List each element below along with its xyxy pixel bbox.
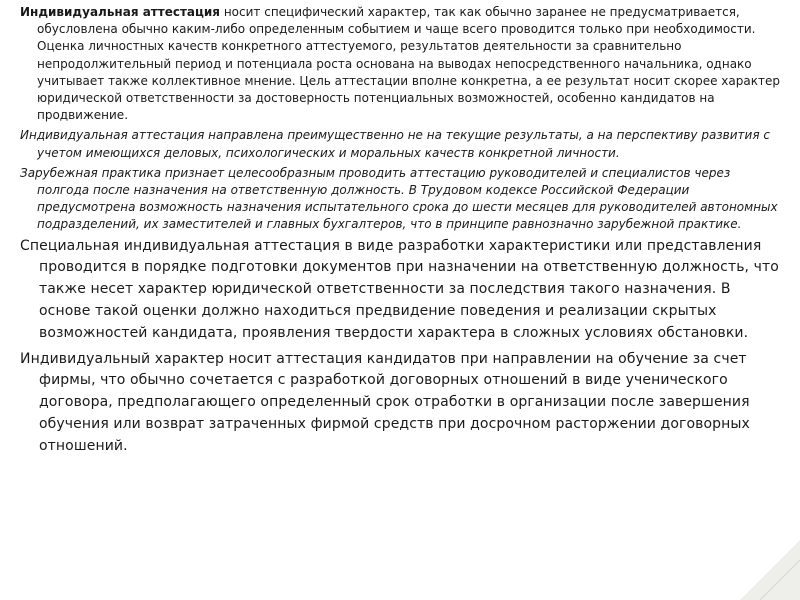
paragraph-text: Индивидуальный характер носит аттестация кандидатов при направлении на обучение за счет фирмы, что обычно сочетается с разработкой договорных отношений в виде ученического договора, предполагающего определенный срок отработки в организации после завершения обучения или возврат затраченных фирмой средств при досрочном расторжении договорных отношений. (20, 350, 750, 454)
corner-triangle (740, 540, 800, 600)
slide-content (20, 4, 786, 458)
paragraph-text: Зарубежная практика признает целесообразным проводить аттестацию руководителей и специалистов через полгода после назначения на ответственную должность. В Трудовом кодексе Российской Федерации предусмотрена возможность назначения испытательного срока до шести месяцев для руководителей автономных подразделений, их заместителей и главных бухгалтеров, что в принципе равнозначно зарубежной практике. (20, 165, 778, 232)
paragraph-individual-attestation (20, 4, 786, 124)
paragraph-text: Специальная индивидуальная аттестация в виде разработки характеристики или представления проводится в порядке подготовки документов при назначении на ответственную должность, что также несет характер юридической ответственности за последствия такого назначения. В основе такой оценки должно находиться предвидение поведения и реализации скрытых возможностей кандидата, проявления твердости характера в сложных условиях обстановки. (20, 237, 779, 341)
paragraph-development-focus (20, 127, 786, 161)
corner-decoration-icon (740, 540, 800, 600)
paragraph-text: носит специфический характер, так как обычно заранее не предусматривается, обусловлена обычно каким-либо определенным событием и чаще всего проводится только при необходимости. Оценка личностных качеств конкретного аттестуемого, результатов деятельности за сравнительно непродолжительный период и потенциала роста основана на выводах непосредственного начальника, однако учитывает также коллективное мнение. Цель аттестации вполне конкретна, а ее результат носит скорее характер юридической ответственности за достоверность потенциальных возможностей, особенно кандидатов на продвижение. (37, 5, 780, 123)
paragraph-foreign-practice (20, 165, 786, 234)
paragraph-text: Индивидуальная аттестация направлена преимущественно не на текущие результаты, а на перспективу развития с учетом имеющихся деловых, психологических и моральных качеств конкретной личности. (20, 128, 770, 160)
paragraph-training-attestation (20, 349, 786, 458)
paragraph-lead-term: Индивидуальная аттестация (20, 5, 221, 19)
paragraph-special-attestation (20, 236, 786, 345)
